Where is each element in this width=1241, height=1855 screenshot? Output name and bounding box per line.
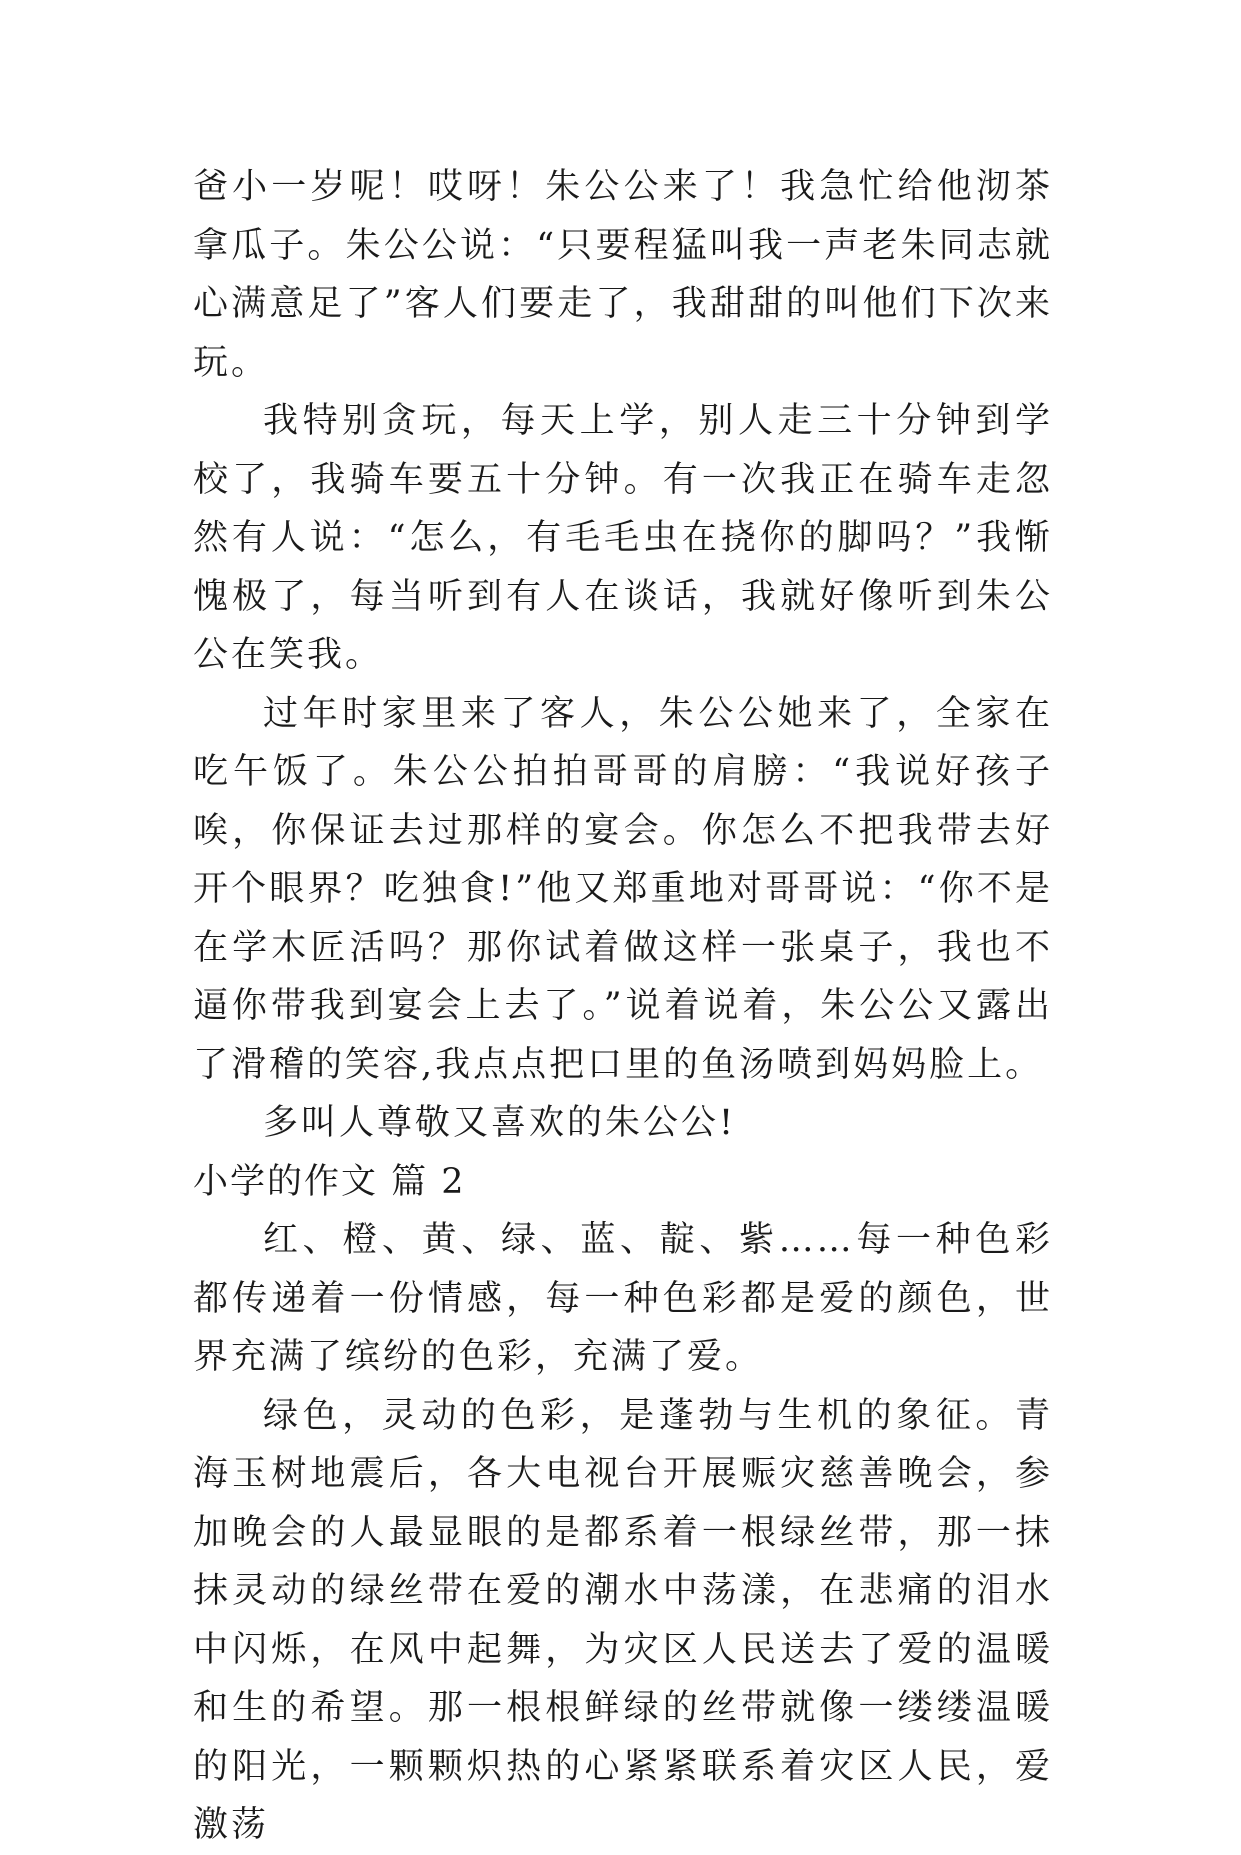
section-heading: 小学的作文 篇 2 (193, 1161, 466, 1202)
paragraph-1: 爸小一岁呢！哎呀！朱公公来了！我急忙给他沏茶拿瓜子。朱公公说：“只要程猛叫我一声老朱同志就心满意足了”客人们要走了，我甜甜的叫他们下次来玩。 (193, 167, 1053, 383)
paragraph-4: 多叫人尊敬又喜欢的朱公公! (263, 1103, 737, 1143)
document-body (193, 158, 1053, 1855)
paragraph-5: 红、橙、黄、绿、蓝、靛、紫……每一种色彩都传递着一份情感，每一种色彩都是爱的颜色，世界充满了缤纷的色彩，充满了爱。 (193, 1220, 1053, 1377)
paragraph-2: 我特别贪玩，每天上学，别人走三十分钟到学校了，我骑车要五十分钟。有一次我正在骑车走忽然有人说：“怎么，有毛毛虫在挠你的脚吗？”我惭愧极了，每当听到有人在谈话，我就好像听到朱公公在笑我。 (193, 401, 1053, 675)
paragraph-3: 过年时家里来了客人，朱公公她来了，全家在吃午饭了。朱公公拍拍哥哥的肩膀：“我说好孩子唉，你保证去过那样的宴会。你怎么不把我带去好开个眼界？吃独食!”他又郑重地对哥哥说：“你不是在学木匠活吗？那你试着做这样一张桌子，我也不逼你带我到宴会上去了。”说着说着，朱公公又露出了滑稽的笑容,我点点把口里的鱼汤喷到妈妈脸上。 (193, 693, 1053, 1085)
paragraph-6: 绿色，灵动的色彩，是蓬勃与生机的象征。青海玉树地震后，各大电视台开展赈灾慈善晚会，参加晚会的人最显眼的是都系着一根绿丝带，那一抹抹灵动的绿丝带在爱的潮水中荡漾，在悲痛的泪水中闪烁，在风中起舞，为灾区人民送去了爱的温暖和生的希望。那一根根鲜绿的丝带就像一缕缕温暖的阳光，一颗颗炽热的心紧紧联系着灾区人民，爱激荡 (193, 1395, 1053, 1845)
